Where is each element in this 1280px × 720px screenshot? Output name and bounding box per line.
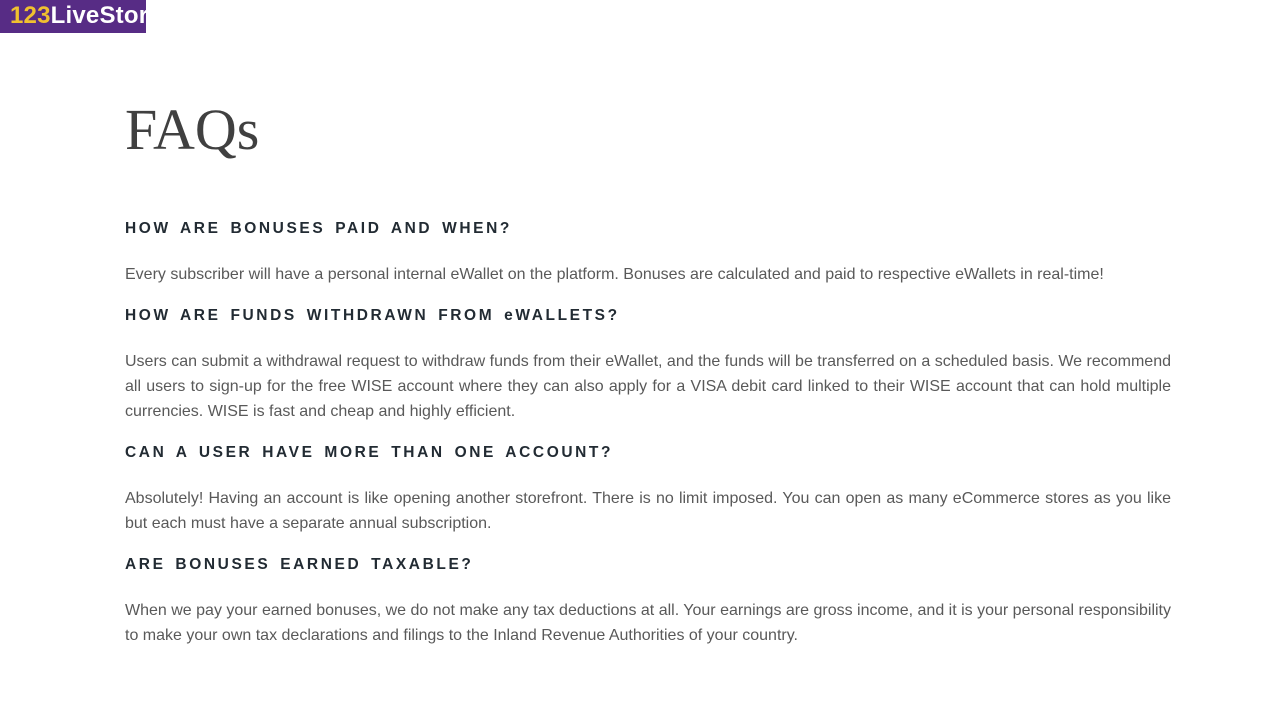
page-title: FAQs <box>125 97 260 162</box>
faq-question: HOW ARE BONUSES PAID AND WHEN? <box>125 220 512 237</box>
faq-item <box>125 443 1171 536</box>
faq-answer: When we pay your earned bonuses, we do not make any tax deductions at all. Your earnings are gross income, and it is your personal responsibility to make your own tax declarations and filings to the Inland Revenue Authorities of your country. <box>125 602 1171 644</box>
faq-item <box>125 219 1171 287</box>
faq-answer: Users can submit a withdrawal request to withdraw funds from their eWallet, and the funds will be transferred on a scheduled basis. We recommend all users to sign-up for the free WISE account where they can also apply for a VISA debit card linked to their WISE account that can hold multiple currencies. WISE is fast and cheap and highly efficient. <box>125 353 1171 420</box>
faq-question: ARE BONUSES EARNED TAXABLE? <box>125 556 474 573</box>
faq-item <box>125 555 1171 648</box>
faq-answer: Every subscriber will have a personal internal eWallet on the platform. Bonuses are calculated and paid to respective eWallets in real-time! <box>125 266 1104 283</box>
faq-item <box>125 306 1171 424</box>
faq-answer: Absolutely! Having an account is like opening another storefront. There is no limit imposed. You can open as many eCommerce stores as you like but each must have a separate annual subscription. <box>125 490 1171 532</box>
logo-suffix: LiveStore <box>50 1 162 29</box>
faq-question: CAN A USER HAVE MORE THAN ONE ACCOUNT? <box>125 444 614 461</box>
logo-prefix: 123 <box>10 1 51 29</box>
faq-question: HOW ARE FUNDS WITHDRAWN FROM eWALLETS? <box>125 307 620 324</box>
